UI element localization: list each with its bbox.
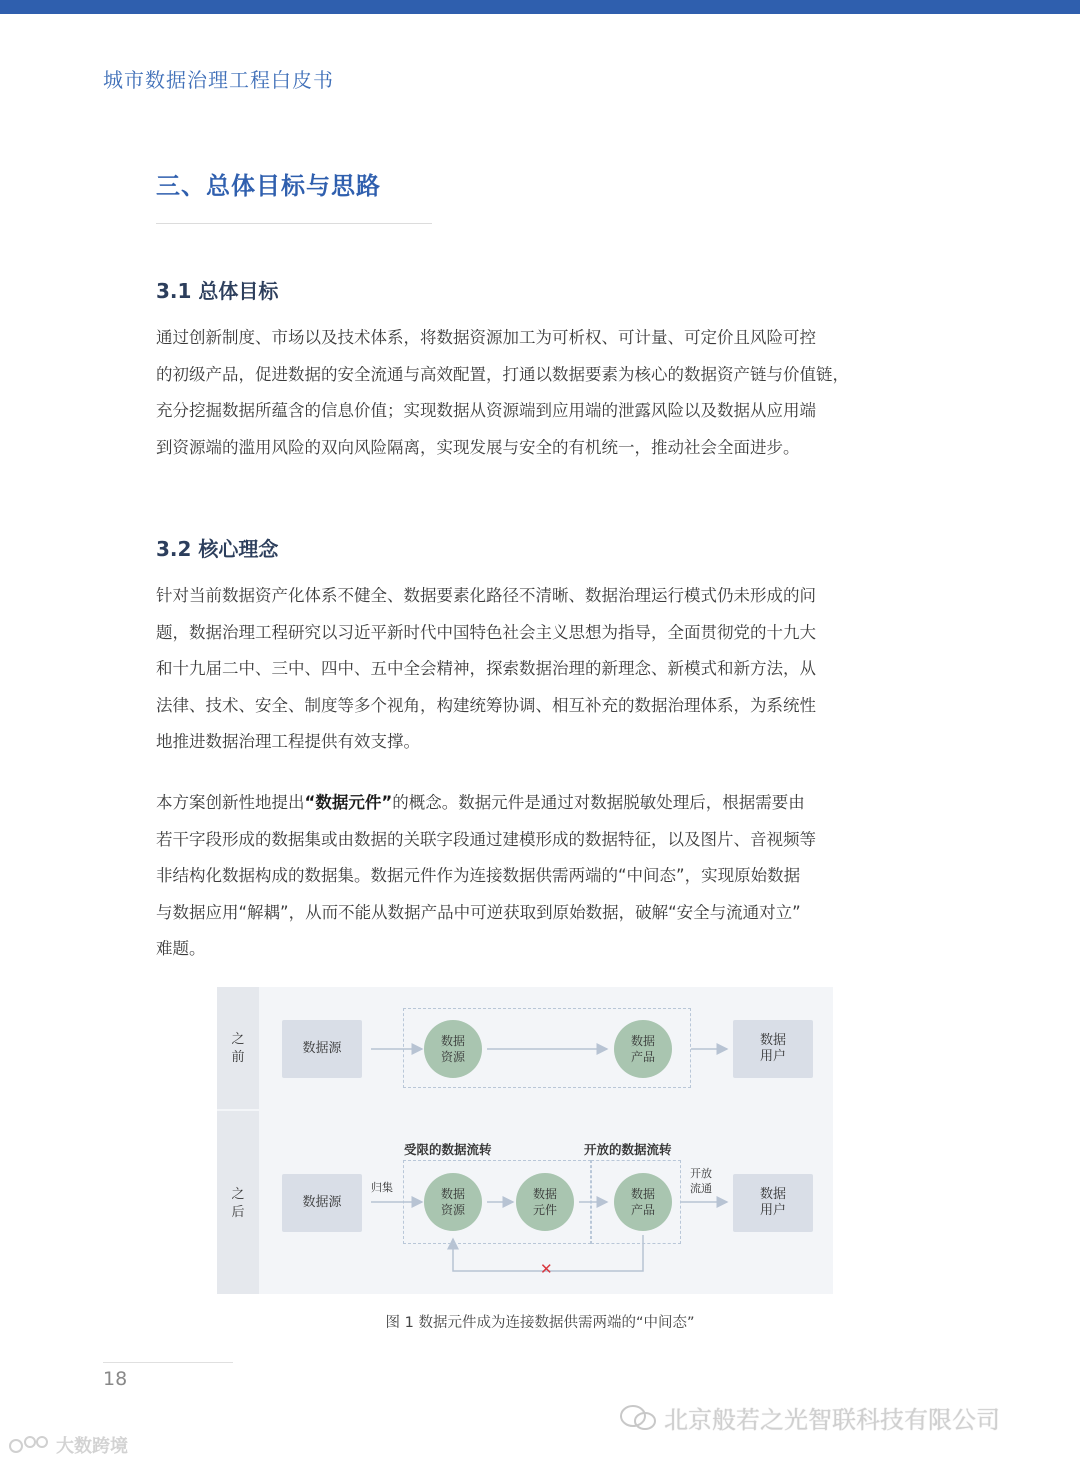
text-line: 地推进数据治理工程提供有效支撑。: [156, 732, 420, 751]
restricted-flow-label: 受限的数据流转: [404, 1142, 492, 1157]
node-text: 元件: [532, 1203, 557, 1217]
before-user-box: [733, 1020, 813, 1078]
company-watermark: [618, 1400, 1000, 1435]
text-line: 的初级产品，促进数据的安全流通与高效配置，打通以数据要素为核心的数据资产链与价值链，: [156, 364, 849, 384]
node-text: 数据: [759, 1187, 786, 1202]
footer-divider: [103, 1362, 233, 1363]
text-span: 的概念。数据元件是通过对数据脱敏处理后，根据需要由: [392, 793, 805, 812]
section-title: 三、总体目标与思路: [156, 172, 381, 200]
paragraph-core-concept: [156, 578, 896, 761]
text-line: [156, 785, 896, 822]
node-text: 数据: [440, 1034, 465, 1048]
data-element-diagram: [217, 987, 833, 1294]
brand-logo-icon: [8, 1434, 52, 1456]
label-text: 开放: [690, 1167, 712, 1180]
before-source-box: 数据源: [282, 1020, 362, 1078]
bold-term: “数据元件”: [304, 793, 393, 812]
top-accent-bar: [0, 0, 1080, 14]
node-text: 数据: [532, 1187, 557, 1201]
paragraph-overall-goal: [156, 320, 896, 466]
after-resource-node: [424, 1173, 482, 1231]
node-text: 用户: [759, 1203, 786, 1218]
after-source-box: 数据源: [282, 1174, 362, 1232]
text-line: 与数据应用“解耦”，从而不能从数据产品中可逆获取到原始数据，破解“安全与流通对立”: [156, 902, 801, 922]
node-text: 产品: [630, 1203, 655, 1217]
after-user-box: [733, 1174, 813, 1232]
text-line: 非结构化数据构成的数据集。数据元件作为连接数据供需两端的“中间态”，实现原始数据: [156, 866, 801, 885]
node-text: 用户: [759, 1049, 786, 1064]
subsection-heading-3-1: 3.1 总体目标: [156, 279, 279, 303]
before-product-node: [614, 1020, 672, 1078]
document-title: 城市数据治理工程白皮书: [103, 68, 334, 92]
node-text: 资源: [440, 1050, 465, 1064]
node-text: 数据: [440, 1187, 465, 1201]
node-text: 数据: [630, 1034, 655, 1048]
watermark-text: 北京般若之光智联科技有限公司: [664, 1406, 1000, 1434]
brand-watermark: [8, 1432, 128, 1458]
label-char: 之: [231, 1032, 245, 1047]
before-resource-node: [424, 1020, 482, 1078]
node-text: 数据: [630, 1187, 655, 1201]
label-char: 之: [231, 1187, 245, 1202]
after-product-node: [614, 1173, 672, 1231]
after-element-node: [516, 1173, 574, 1231]
paragraph-data-element: [156, 785, 896, 968]
collect-label: 归集: [371, 1181, 393, 1194]
label-text: 流通: [690, 1182, 712, 1195]
text-line: 到资源端的滥用风险的双向风险隔离，实现发展与安全的有机统一，推动社会全面进步。: [156, 437, 800, 457]
figure-caption: 图 1 数据元件成为连接数据供需两端的“中间态”: [385, 1315, 695, 1331]
watermark-text: 大数跨境: [56, 1436, 128, 1457]
open-flow-label: 开放的数据流转: [584, 1142, 672, 1157]
node-text: 资源: [440, 1203, 465, 1217]
blocked-x-icon: ✕: [540, 1260, 553, 1278]
open-circulation-label: [690, 1166, 712, 1196]
label-char: 后: [231, 1205, 245, 1220]
label-char: 前: [231, 1050, 245, 1065]
text-line: 充分挖掘数据所蕴含的信息价值；实现数据从资源端到应用端的泄露风险以及数据从应用端: [156, 401, 816, 420]
subsection-heading-3-2: 3.2 核心理念: [156, 537, 279, 561]
text-line: 难题。: [156, 939, 206, 958]
text-line: 通过创新制度、市场以及技术体系，将数据资源加工为可析权、可计量、可定价且风险可控: [156, 328, 816, 347]
text-span: 本方案创新性地提出: [156, 793, 305, 812]
text-line: 针对当前数据资产化体系不健全、数据要素化路径不清晰、数据治理运行模式仍未形成的问: [156, 586, 816, 605]
text-line: 题，数据治理工程研究以习近平新时代中国特色社会主义思想为指导，全面贯彻党的十九大: [156, 622, 816, 642]
page-number: 18: [103, 1368, 128, 1390]
text-line: 和十九届二中、三中、四中、五中全会精神，探索数据治理的新理念、新模式和新方法，从: [156, 659, 816, 678]
wechat-icon: [618, 1403, 658, 1433]
node-text: 产品: [630, 1050, 655, 1064]
text-line: 法律、技术、安全、制度等多个视角，构建统筹协调、相互补充的数据治理体系，为系统性: [156, 695, 816, 715]
section-divider: [156, 223, 432, 224]
node-text: 数据: [759, 1033, 786, 1048]
text-line: 若干字段形成的数据集或由数据的关联字段通过建模形成的数据特征，以及图片、音视频等: [156, 829, 816, 849]
